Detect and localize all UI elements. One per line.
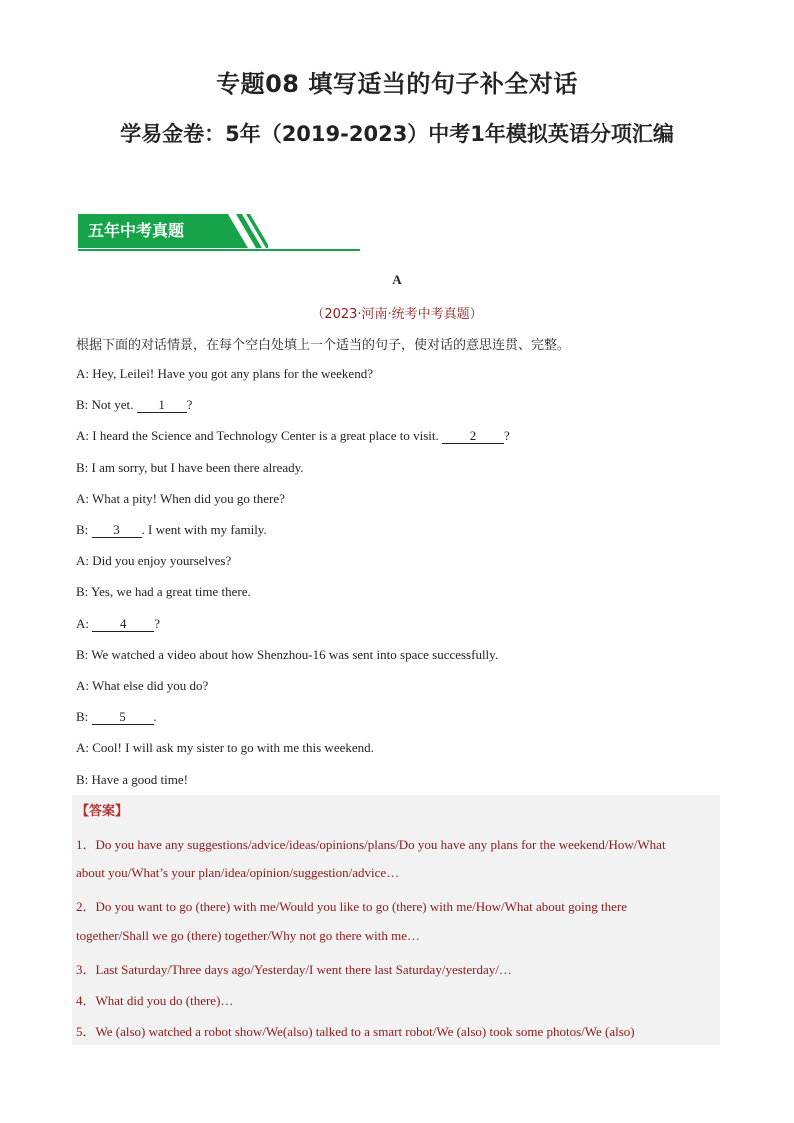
dialogue-text: B: Not yet. [76, 397, 137, 413]
answer-blank[interactable]: 2 [442, 429, 504, 444]
dialogue-text: B: I am sorry, but I have been there already. [76, 459, 304, 475]
answer-line: 1．Do you have any suggestions/advice/ideas/opinions/plans/Do you have any plans for the weekend/How/What [76, 837, 666, 852]
dialogue-line [76, 366, 373, 382]
instruction-text: 根据下面的对话情景，在每个空白处填上一个适当的句子，使对话的意思连贯、完整。 [76, 338, 571, 353]
dialogue-text: A: What else did you do? [76, 678, 209, 693]
dialogue-line [76, 491, 285, 507]
page-title: 专题08 填写适当的句子补全对话 [216, 70, 578, 98]
question-source: （2023·河南·统考中考真题） [311, 307, 483, 322]
dialogue-line [76, 460, 304, 476]
dialogue-text: B: Have a good time! [76, 771, 188, 787]
page-subtitle: 学易金卷：5年（2019-2023）中考1年模拟英语分项汇编 [120, 122, 674, 146]
answer-line: about you/What’s your plan/idea/opinion/suggestion/advice… [76, 865, 400, 881]
dialogue-text: B: We watched a video about how Shenzhou-16 was sent into space successfully. [76, 646, 499, 662]
answer-line: together/Shall we go (there) together/Why not go there with me… [76, 927, 421, 943]
dialogue-text-end: ? [503, 428, 510, 444]
dialogue-line [76, 616, 160, 632]
dialogue-text: A: What a pity! When did you go there? [76, 490, 285, 506]
dialogue-line [76, 553, 231, 569]
answer-heading: 【答案】 [76, 804, 129, 819]
dialogue-line [76, 428, 510, 444]
dialogue-text-end: . I went with my family. [141, 522, 267, 537]
answer-blank[interactable]: 4 [92, 617, 154, 632]
answer-line: 4．What did you do (there)… [76, 993, 234, 1008]
answer-blank[interactable]: 1 [137, 398, 187, 413]
dialogue-line [76, 584, 251, 600]
dialogue-line [76, 740, 374, 756]
dialogue-text: A: Hey, Leilei! Have you got any plans for the weekend? [76, 366, 373, 381]
dialogue-text: B: [76, 522, 92, 537]
section-letter: A [392, 272, 402, 287]
dialogue-line [76, 772, 188, 788]
dialogue-line [76, 397, 192, 413]
answer-blank[interactable]: 3 [92, 523, 142, 538]
banner-underline [78, 249, 360, 251]
section-banner [78, 214, 360, 252]
answer-line: 2．Do you want to go (there) with me/Would you like to go (there) with me/How/What about going there [76, 899, 627, 915]
answer-blank[interactable]: 5 [92, 710, 154, 725]
dialogue-line [76, 647, 498, 663]
dialogue-text: A: Cool! I will ask my sister to go with me this weekend. [76, 740, 374, 756]
dialogue-text: A: [76, 615, 93, 631]
answer-line: 5．We (also) watched a robot show/We(also) talked to a smart robot/We (also) took some photos/We (also) [76, 1024, 635, 1040]
dialogue-text-end: ? [186, 397, 193, 413]
dialogue-line [76, 522, 267, 538]
dialogue-text: B: Yes, we had a great time there. [76, 584, 251, 600]
dialogue-line [76, 678, 208, 694]
dialogue-text-end: ? [154, 615, 161, 631]
dialogue-text-end: . [153, 709, 157, 725]
dialogue-text: B: [76, 709, 92, 725]
banner-label: 五年中考真题 [88, 221, 185, 240]
dialogue-line [76, 709, 157, 725]
dialogue-text: A: I heard the Science and Technology Center is a great place to visit. [76, 428, 442, 444]
dialogue-text: A: Did you enjoy yourselves? [76, 553, 232, 569]
answer-line: 3．Last Saturday/Three days ago/Yesterday/I went there last Saturday/yesterday/… [76, 961, 512, 977]
